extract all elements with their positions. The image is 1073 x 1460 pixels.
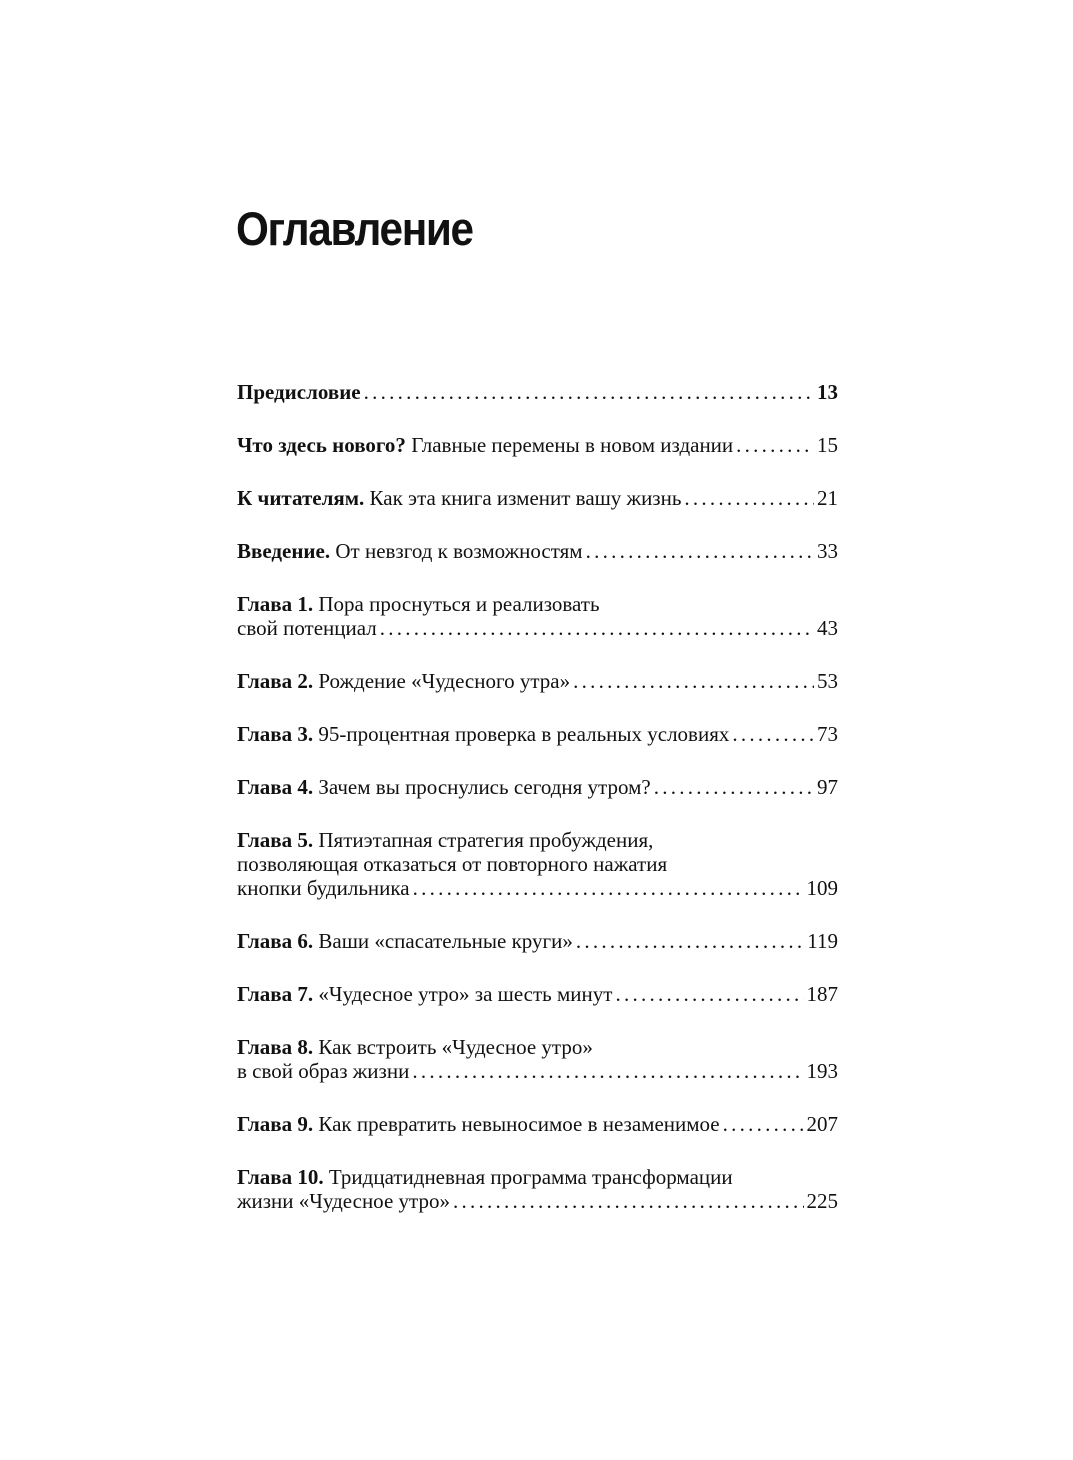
toc-entry-label: Глава 5. [237, 828, 314, 852]
dot-leader [413, 876, 804, 900]
toc-entry-title-continued: жизни «Чудесное утро» [237, 1189, 450, 1213]
toc-entry-title-continued: свой потенциал [237, 616, 377, 640]
toc-entry-label: Что здесь нового? [237, 433, 406, 457]
toc-entry-label: Глава 2. [237, 669, 314, 693]
dot-leader [412, 1059, 803, 1083]
toc-entry-title: От невзгод к возможностям [330, 539, 583, 563]
dot-leader [364, 380, 814, 404]
toc-entry-title: Рождение «Чудесного утра» [313, 669, 571, 693]
dot-leader [573, 669, 814, 693]
toc-page-number: 119 [807, 929, 838, 953]
toc-page-number: 73 [817, 722, 838, 746]
toc-page-number: 43 [817, 616, 838, 640]
toc-entry-title-continued: в свой образ жизни [237, 1059, 410, 1083]
toc-entry-label: Глава 7. [237, 982, 314, 1006]
toc-entry-chapter-3[interactable] [237, 722, 838, 746]
toc-entry-chapter-2[interactable] [237, 669, 838, 693]
toc-page-number: 13 [817, 380, 838, 404]
toc-page-number: 21 [817, 486, 838, 510]
page-title: Оглавление [236, 202, 473, 255]
dot-leader [723, 1112, 804, 1136]
toc-entry-whats-new[interactable] [237, 433, 838, 457]
dot-leader [380, 616, 814, 640]
toc-entry-title: Зачем вы проснулись сегодня утром? [313, 775, 651, 799]
toc-entry-title: Как встроить «Чудесное утро» [313, 1035, 593, 1059]
toc-entry-label: Глава 4. [237, 775, 314, 799]
toc-page-number: 193 [806, 1059, 838, 1083]
dot-leader [615, 982, 803, 1006]
toc-entry-title: Пора проснуться и реализовать [313, 592, 600, 616]
dot-leader [736, 433, 814, 457]
toc-entry-title: Пятиэтапная стратегия пробуждения, [313, 828, 654, 852]
toc-entry-introduction[interactable] [237, 539, 838, 563]
toc-entry-label: Глава 9. [237, 1112, 314, 1136]
toc-entry-title: Главные перемены в новом издании [405, 433, 734, 457]
toc-entry-label: К читателям. [237, 486, 365, 510]
toc-entry-label: Предисловие [237, 380, 361, 404]
toc-entry-to-readers[interactable] [237, 486, 838, 510]
toc-entry-chapter-4[interactable] [237, 775, 838, 799]
toc-entry-label: Введение. [237, 539, 331, 563]
dot-leader [453, 1189, 804, 1213]
dot-leader [586, 539, 814, 563]
toc-entry-chapter-7[interactable] [237, 982, 838, 1006]
toc-entry-chapter-6[interactable] [237, 929, 838, 953]
toc-entry-chapter-10[interactable] [237, 1165, 838, 1213]
toc-entry-label: Глава 3. [237, 722, 314, 746]
toc-entry-title: Как превратить невыносимое в незаменимое [313, 1112, 720, 1136]
toc-entry-label: Глава 1. [237, 592, 314, 616]
toc-entry-preface[interactable] [237, 380, 838, 404]
toc-page-number: 33 [817, 539, 838, 563]
toc-entry-label: Глава 10. [237, 1165, 324, 1189]
toc-entry-title: «Чудесное утро» за шесть минут [313, 982, 613, 1006]
toc-entry-title: Тридцатидневная программа трансформации [323, 1165, 733, 1189]
toc-entry-title: Ваши «спасательные круги» [313, 929, 573, 953]
toc-page-number: 15 [817, 433, 838, 457]
table-of-contents [237, 380, 838, 1242]
toc-page-number: 53 [817, 669, 838, 693]
toc-page-number: 207 [806, 1112, 838, 1136]
toc-entry-label: Глава 8. [237, 1035, 314, 1059]
toc-entry-title: Как эта книга изменит вашу жизнь [364, 486, 682, 510]
toc-entry-chapter-1[interactable] [237, 592, 838, 640]
dot-leader [684, 486, 814, 510]
toc-page-number: 97 [817, 775, 838, 799]
toc-page-number: 109 [806, 876, 838, 900]
toc-entry-title-continued: кнопки будильника [237, 876, 410, 900]
toc-entry-chapter-9[interactable] [237, 1112, 838, 1136]
toc-entry-title: 95-процентная проверка в реальных условиях [313, 722, 730, 746]
dot-leader [732, 722, 814, 746]
toc-page-number: 225 [806, 1189, 838, 1213]
dot-leader [576, 929, 804, 953]
toc-entry-label: Глава 6. [237, 929, 314, 953]
dot-leader [654, 775, 814, 799]
toc-entry-title-continued: позволяющая отказаться от повторного нажатия [237, 852, 668, 876]
toc-entry-chapter-8[interactable] [237, 1035, 838, 1083]
toc-page-number: 187 [806, 982, 838, 1006]
toc-entry-chapter-5[interactable] [237, 828, 838, 900]
